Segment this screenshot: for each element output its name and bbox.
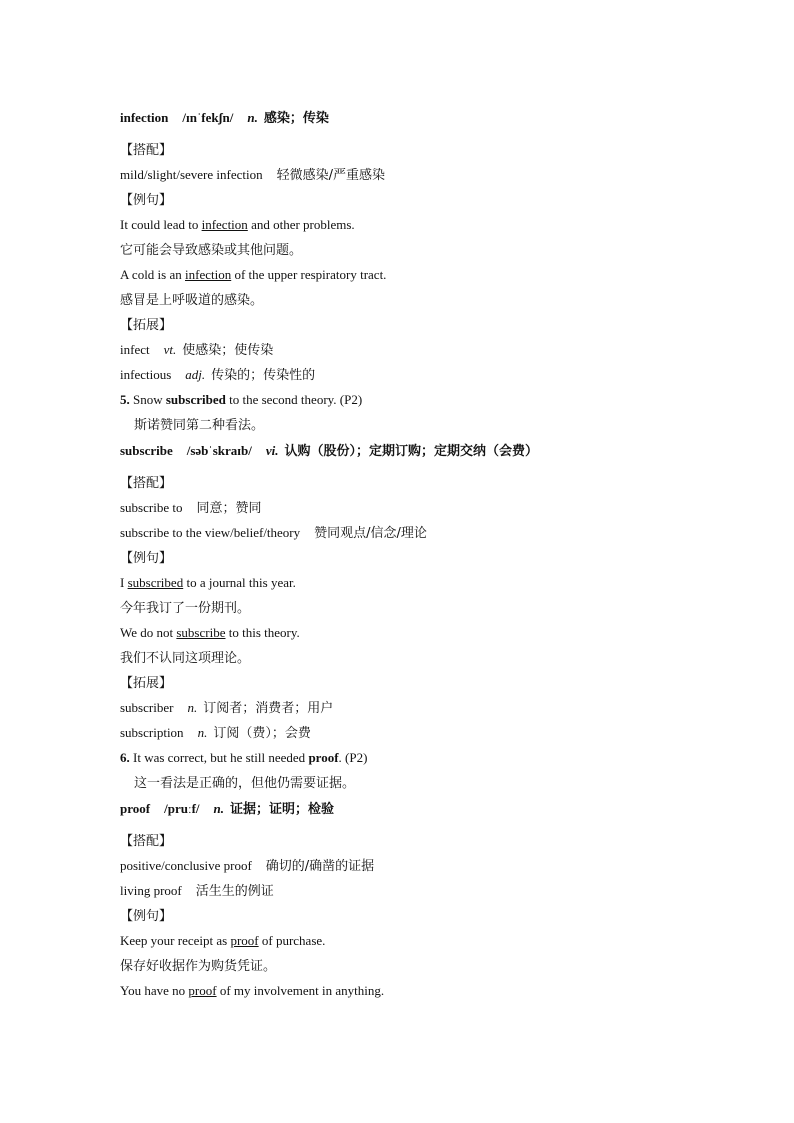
example-text: We do not	[120, 625, 177, 640]
example-translation	[120, 595, 720, 620]
example-text: I	[120, 575, 128, 590]
headword-meaning: 证据；证明；检验	[230, 802, 335, 817]
collocation-line	[120, 853, 720, 878]
part-of-speech: vi.	[265, 443, 279, 458]
collocation-line	[120, 495, 720, 520]
example-translation	[120, 287, 720, 312]
example-keyword: proof	[230, 933, 259, 948]
example-text: It could lead to	[120, 217, 202, 232]
section-label-text: 【搭配】	[120, 476, 173, 491]
example-translation	[120, 645, 720, 670]
example-translation	[120, 237, 720, 262]
collocation-line	[120, 878, 720, 903]
part-of-speech: n.	[247, 110, 258, 125]
derivative-meaning: 使感染；使传染	[182, 343, 274, 358]
sentence-text: It was correct, but he still needed	[129, 750, 309, 765]
headword: subscribe	[120, 443, 173, 458]
section-label	[120, 828, 720, 853]
source-sentence	[120, 745, 720, 770]
collocation-line	[120, 520, 720, 545]
example-sentence	[120, 620, 720, 645]
section-label-text: 【搭配】	[120, 834, 173, 849]
part-of-speech: n.	[213, 801, 224, 816]
headword: infection	[120, 110, 169, 125]
example-sentence	[120, 928, 720, 953]
example-keyword: subscribe	[176, 625, 226, 640]
derivative-line	[120, 337, 720, 362]
section-label-text: 【搭配】	[120, 143, 173, 158]
derivative-word: subscription	[120, 725, 184, 740]
headword-meaning: 认购（股份）；定期订购；定期交纳（会费）	[284, 444, 539, 459]
section-label	[120, 545, 720, 570]
translation-text: 这一看法是正确的，但他仍需要证据。	[134, 776, 356, 791]
collocation-english: living proof	[120, 883, 182, 898]
example-keyword: infection	[201, 217, 248, 232]
section-label	[120, 903, 720, 928]
example-text: and other problems.	[247, 217, 355, 232]
collocation-line	[120, 162, 720, 187]
derivative-word: infectious	[120, 367, 172, 382]
section-label	[120, 670, 720, 695]
entry-headword-line	[120, 437, 720, 470]
derivative-pos: vt.	[163, 342, 177, 357]
collocation-english: subscribe to	[120, 500, 183, 515]
example-sentence	[120, 262, 720, 287]
translation-text: 斯诺赞同第二种看法。	[134, 418, 265, 433]
collocation-chinese: 轻微感染/严重感染	[276, 168, 385, 183]
example-sentence	[120, 978, 720, 1003]
collocation-english: mild/slight/severe infection	[120, 167, 263, 182]
example-sentence	[120, 212, 720, 237]
sentence-keyword: subscribed	[165, 392, 226, 407]
section-label	[120, 470, 720, 495]
translation-text: 保存好收据作为购货凭证。	[120, 959, 277, 974]
section-label-text: 【拓展】	[120, 676, 173, 691]
section-label-text: 【例句】	[120, 193, 173, 208]
derivative-pos: n.	[187, 700, 198, 715]
section-label-text: 【例句】	[120, 909, 173, 924]
example-keyword: infection	[185, 267, 232, 282]
section-label	[120, 137, 720, 162]
derivative-pos: adj.	[185, 367, 206, 382]
section-label	[120, 187, 720, 212]
example-sentence	[120, 570, 720, 595]
derivative-line	[120, 362, 720, 387]
sentence-number: 6.	[120, 750, 130, 765]
example-text: of purchase.	[258, 933, 326, 948]
collocation-chinese: 活生生的例证	[195, 884, 274, 899]
sentence-keyword: proof	[308, 750, 339, 765]
collocation-english: positive/conclusive proof	[120, 858, 252, 873]
section-label	[120, 312, 720, 337]
derivative-meaning: 订阅者；消费者；用户	[203, 701, 334, 716]
example-text: Keep your receipt as	[120, 933, 231, 948]
entry-headword-line	[120, 795, 720, 828]
translation-text: 它可能会导致感染或其他问题。	[120, 243, 303, 258]
derivative-pos: n.	[197, 725, 208, 740]
example-text: to a journal this year.	[183, 575, 296, 590]
section-label-text: 【拓展】	[120, 318, 173, 333]
derivative-word: subscriber	[120, 700, 174, 715]
headword-meaning: 感染；传染	[263, 111, 329, 126]
example-keyword: proof	[188, 983, 217, 998]
phonetic: /pruːf/	[164, 801, 200, 816]
translation-text: 今年我订了一份期刊。	[120, 601, 251, 616]
example-text: to this theory.	[225, 625, 300, 640]
entry-headword-line	[120, 104, 720, 137]
example-translation	[120, 953, 720, 978]
section-label-text: 【例句】	[120, 551, 173, 566]
translation-text: 我们不认同这项理论。	[120, 651, 251, 666]
document-page	[120, 104, 720, 1003]
derivative-line	[120, 720, 720, 745]
phonetic: /səbˈskraɪb/	[186, 443, 252, 458]
sentence-translation	[120, 770, 720, 795]
example-text: A cold is an	[120, 267, 185, 282]
sentence-number: 5.	[120, 392, 130, 407]
sentence-translation	[120, 412, 720, 437]
example-keyword: subscribed	[127, 575, 184, 590]
example-text: You have no	[120, 983, 189, 998]
collocation-english: subscribe to the view/belief/theory	[120, 525, 301, 540]
derivative-line	[120, 695, 720, 720]
example-text: of my involvement in anything.	[216, 983, 385, 998]
headword: proof	[120, 801, 151, 816]
collocation-chinese: 同意；赞同	[196, 501, 262, 516]
derivative-word: infect	[120, 342, 150, 357]
collocation-chinese: 赞同观点/信念/理论	[314, 526, 427, 541]
translation-text: 感冒是上呼吸道的感染。	[120, 293, 264, 308]
derivative-meaning: 订阅（费）；会费	[213, 726, 311, 741]
collocation-chinese: 确切的/确凿的证据	[265, 859, 375, 874]
source-sentence	[120, 387, 720, 412]
example-text: of the upper respiratory tract.	[231, 267, 387, 282]
sentence-text: to the second theory. (P2)	[225, 392, 363, 407]
sentence-text: . (P2)	[338, 750, 368, 765]
derivative-meaning: 传染的；传染性的	[211, 368, 316, 383]
sentence-text: Snow	[129, 392, 166, 407]
phonetic: /ɪnˈfekʃn/	[182, 110, 234, 125]
